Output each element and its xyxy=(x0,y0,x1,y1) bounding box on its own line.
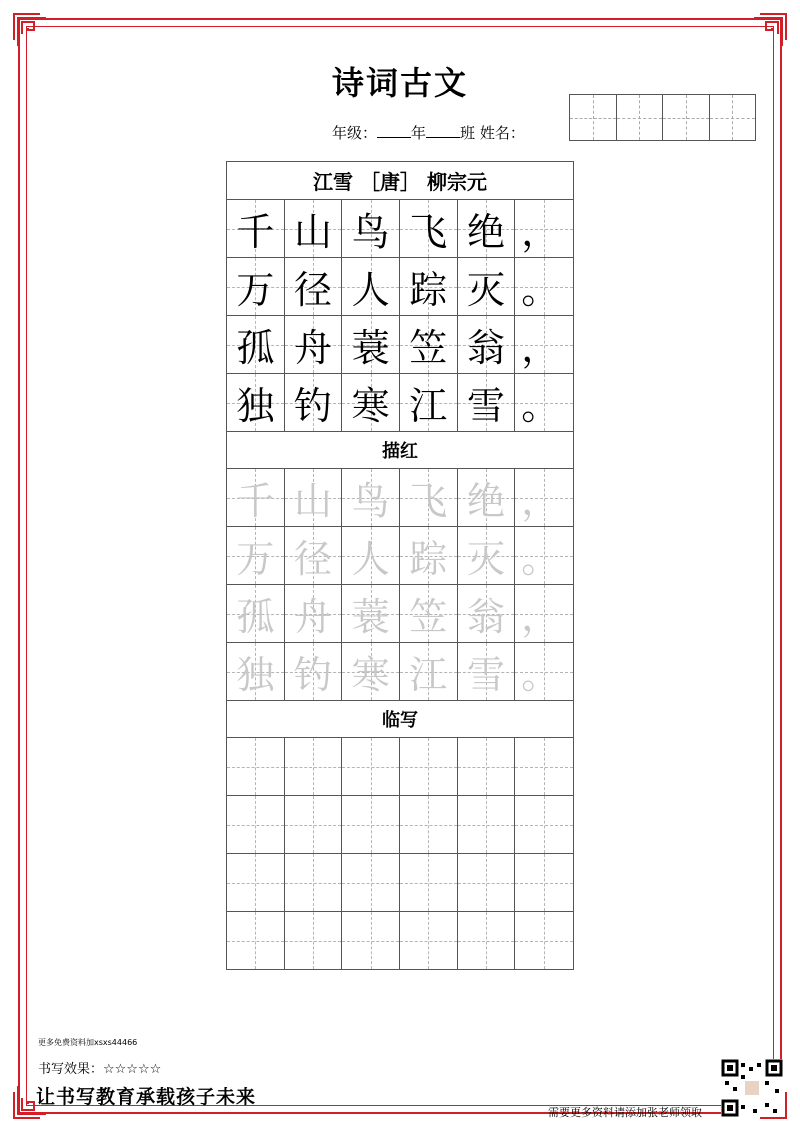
poem-row xyxy=(227,258,573,316)
trace-char: 飞 xyxy=(409,479,448,523)
writing-effect-rating: 书写效果：☆☆☆☆☆ xyxy=(38,1062,162,1077)
trace-row xyxy=(227,643,573,700)
copy-cell[interactable] xyxy=(515,738,573,795)
trace-char: 绝 xyxy=(466,479,505,523)
copy-row xyxy=(227,912,573,969)
trace-char: 踪 xyxy=(409,537,448,581)
trace-char: 。 xyxy=(521,537,560,581)
copy-cell[interactable] xyxy=(458,912,516,969)
trace-cell[interactable] xyxy=(227,585,285,642)
copy-cell[interactable] xyxy=(285,912,343,969)
trace-char: 雪 xyxy=(466,653,505,697)
corner-ornament-top-left xyxy=(10,10,50,50)
poem-grid xyxy=(227,200,573,431)
copy-cell[interactable] xyxy=(400,796,458,853)
trace-cell[interactable] xyxy=(515,585,573,642)
poem-cell xyxy=(342,200,400,257)
trace-cell[interactable] xyxy=(458,643,516,700)
poem-cell xyxy=(400,374,458,431)
trace-cell[interactable] xyxy=(342,643,400,700)
copy-cell[interactable] xyxy=(400,738,458,795)
trace-char: ， xyxy=(521,595,560,639)
poem-char: 孤 xyxy=(236,326,275,370)
poem-char: 踪 xyxy=(409,268,448,312)
trace-char: 人 xyxy=(351,537,390,581)
poem-char: 翁 xyxy=(466,326,505,370)
poem-char: ， xyxy=(521,326,560,370)
poem-cell xyxy=(458,374,516,431)
trace-grid[interactable] xyxy=(227,469,573,700)
poem-cell xyxy=(285,374,343,431)
trace-char: 万 xyxy=(236,537,275,581)
poem-cell xyxy=(515,258,573,315)
trace-cell[interactable] xyxy=(400,585,458,642)
poem-char: 飞 xyxy=(409,210,448,254)
slogan: 让书写教育承载孩子未来 xyxy=(36,1086,257,1108)
trace-cell[interactable] xyxy=(400,643,458,700)
copy-cell[interactable] xyxy=(342,912,400,969)
poem-char: 。 xyxy=(521,384,560,428)
poem-char: 。 xyxy=(521,268,560,312)
trace-cell[interactable] xyxy=(515,643,573,700)
poem-cell xyxy=(227,200,285,257)
poem-cell xyxy=(227,258,285,315)
poem-char: 蓑 xyxy=(351,326,390,370)
copy-cell[interactable] xyxy=(285,738,343,795)
poem-char: 钓 xyxy=(293,384,332,428)
copy-cell[interactable] xyxy=(400,854,458,911)
trace-char: ， xyxy=(521,479,560,523)
poem-cell xyxy=(342,258,400,315)
copy-cell[interactable] xyxy=(227,854,285,911)
trace-cell[interactable] xyxy=(227,527,285,584)
copy-cell[interactable] xyxy=(227,796,285,853)
trace-cell[interactable] xyxy=(285,469,343,526)
class-blank[interactable] xyxy=(426,123,460,138)
poem-row xyxy=(227,316,573,374)
student-info: 年级： 年 班 姓名： xyxy=(332,124,525,142)
trace-row xyxy=(227,469,573,527)
copy-row xyxy=(227,738,573,796)
trace-char: 钓 xyxy=(293,653,332,697)
poem-cell xyxy=(458,316,516,373)
page-title: 诗词古文 xyxy=(331,64,468,102)
poem-cell xyxy=(458,258,516,315)
trace-char: 蓑 xyxy=(351,595,390,639)
poem-cell xyxy=(285,258,343,315)
trace-char: 鸟 xyxy=(351,479,390,523)
trace-char: 山 xyxy=(293,479,332,523)
trace-char: 千 xyxy=(236,479,275,523)
copy-cell[interactable] xyxy=(342,796,400,853)
trace-char: 江 xyxy=(409,653,448,697)
copy-cell[interactable] xyxy=(515,796,573,853)
qr-note: 需要更多资料请添加张老师领取 xyxy=(548,1106,702,1119)
trace-cell[interactable] xyxy=(400,527,458,584)
poem-row xyxy=(227,374,573,431)
poem-cell xyxy=(227,374,285,431)
poem-char: 鸟 xyxy=(351,210,390,254)
trace-cell[interactable] xyxy=(342,469,400,526)
trace-row xyxy=(227,585,573,643)
trace-cell[interactable] xyxy=(227,469,285,526)
poem-cell xyxy=(515,374,573,431)
copy-cell[interactable] xyxy=(458,854,516,911)
poem-char: 山 xyxy=(293,210,332,254)
poem-char: ， xyxy=(521,210,560,254)
poem-char: 独 xyxy=(236,384,275,428)
poem-cell xyxy=(227,316,285,373)
trace-cell[interactable] xyxy=(458,469,516,526)
copy-cell[interactable] xyxy=(515,854,573,911)
copy-cell[interactable] xyxy=(227,738,285,795)
copy-cell[interactable] xyxy=(400,912,458,969)
poem-char: 灭 xyxy=(466,268,505,312)
poem-char: 绝 xyxy=(466,210,505,254)
copy-row xyxy=(227,854,573,912)
poem-cell xyxy=(400,258,458,315)
more-resources-note: 更多免费资料加xsxs44466 xyxy=(38,1038,138,1047)
copy-cell[interactable] xyxy=(515,912,573,969)
poem-char: 人 xyxy=(351,268,390,312)
poem-char: 寒 xyxy=(351,384,390,428)
trace-char: 独 xyxy=(236,653,275,697)
trace-char: 笠 xyxy=(409,595,448,639)
trace-cell[interactable] xyxy=(515,527,573,584)
poem-char: 笠 xyxy=(409,326,448,370)
copy-cell[interactable] xyxy=(458,738,516,795)
trace-char: 孤 xyxy=(236,595,275,639)
trace-cell[interactable] xyxy=(458,527,516,584)
poem-char: 千 xyxy=(236,210,275,254)
copy-row xyxy=(227,796,573,854)
trace-cell[interactable] xyxy=(400,469,458,526)
trace-row xyxy=(227,527,573,585)
poem-cell xyxy=(400,316,458,373)
copy-cell[interactable] xyxy=(285,796,343,853)
copy-cell[interactable] xyxy=(227,912,285,969)
poem-char: 江 xyxy=(409,384,448,428)
poem-cell xyxy=(342,316,400,373)
poem-cell xyxy=(342,374,400,431)
qr-code xyxy=(721,1059,783,1117)
trace-char: 灭 xyxy=(466,537,505,581)
poem-char: 雪 xyxy=(466,384,505,428)
copy-cell[interactable] xyxy=(342,854,400,911)
trace-cell[interactable] xyxy=(458,585,516,642)
trace-cell[interactable] xyxy=(342,585,400,642)
poem-cell xyxy=(400,200,458,257)
copy-cell[interactable] xyxy=(458,796,516,853)
copy-grid[interactable] xyxy=(227,738,573,969)
trace-char: 径 xyxy=(293,537,332,581)
trace-cell[interactable] xyxy=(285,527,343,584)
trace-cell[interactable] xyxy=(515,469,573,526)
poem-cell xyxy=(515,316,573,373)
poem-cell xyxy=(458,200,516,257)
copy-cell[interactable] xyxy=(342,738,400,795)
trace-heading: 描红 xyxy=(227,432,573,469)
trace-cell[interactable] xyxy=(285,585,343,642)
trace-cell[interactable] xyxy=(285,643,343,700)
poem-cell xyxy=(285,200,343,257)
poem-heading: 江雪 ［唐］ 柳宗元 xyxy=(227,162,573,200)
worksheet xyxy=(226,161,574,970)
name-writing-grid[interactable] xyxy=(569,94,756,141)
trace-char: 。 xyxy=(521,653,560,697)
poem-char: 舟 xyxy=(293,326,332,370)
poem-char: 径 xyxy=(293,268,332,312)
trace-char: 寒 xyxy=(351,653,390,697)
poem-cell xyxy=(285,316,343,373)
poem-row xyxy=(227,200,573,258)
trace-char: 舟 xyxy=(293,595,332,639)
poem-char: 万 xyxy=(236,268,275,312)
corner-ornament-top-right xyxy=(750,10,790,50)
copy-heading: 临写 xyxy=(227,701,573,738)
trace-cell[interactable] xyxy=(342,527,400,584)
trace-char: 翁 xyxy=(466,595,505,639)
grade-blank[interactable] xyxy=(377,123,411,138)
trace-cell[interactable] xyxy=(227,643,285,700)
poem-cell xyxy=(515,200,573,257)
copy-cell[interactable] xyxy=(285,854,343,911)
